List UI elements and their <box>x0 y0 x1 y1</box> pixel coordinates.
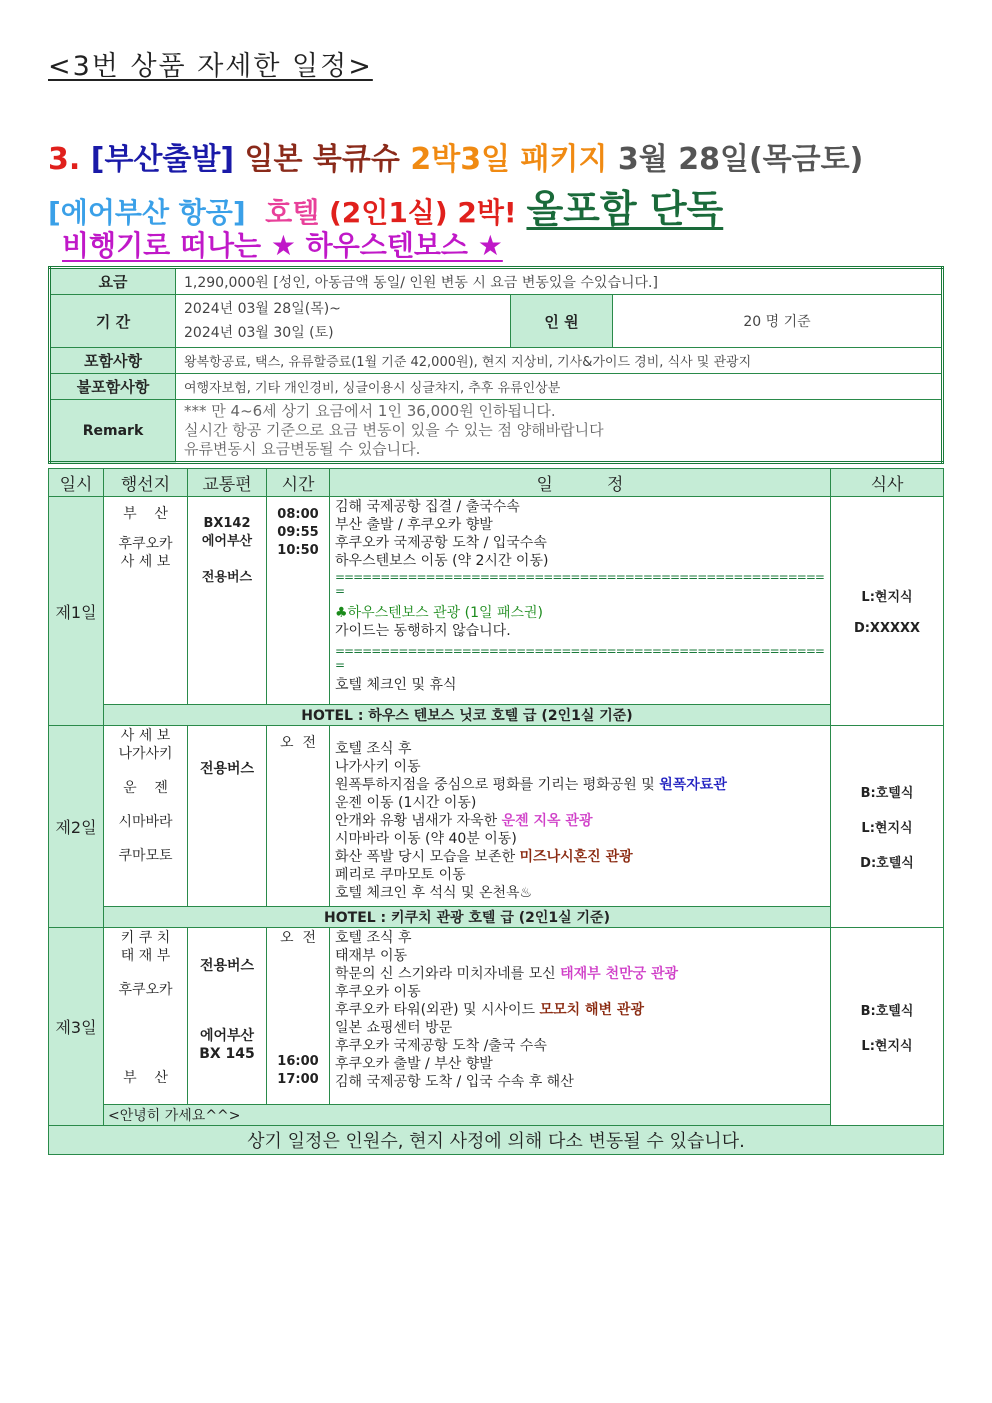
title-tagline: 비행기로 떠나는 ★ 하우스텐보스 ★ <box>62 229 503 262</box>
period-label: 기 간 <box>50 295 176 348</box>
time: 08:00 <box>277 507 319 522</box>
itinerary-item: 부산 출발 / 후쿠오카 향발 <box>335 517 493 533</box>
itinerary-item <box>335 965 825 983</box>
time: 오 전 <box>280 930 316 946</box>
place: 사 세 보 <box>120 728 171 744</box>
itinerary-highlight: 태재부 천만궁 관광 <box>560 966 679 982</box>
itinerary-item: 하우스텐보스 이동 (약 2시간 이동) <box>335 553 549 569</box>
itinerary-item: 운젠 이동 (1시간 이동) <box>335 795 477 811</box>
meal: L:현지식 <box>861 821 913 836</box>
place: 키 쿠 치 <box>120 930 171 946</box>
excluded-value: 여행자보험, 기타 개인경비, 싱글이용시 싱글챠지, 추후 유류인상분 <box>176 374 943 400</box>
transport: 전용버스 <box>201 570 253 585</box>
itinerary-item <box>335 812 825 830</box>
title-weekdays: (목금토) <box>748 142 864 177</box>
fee-row <box>50 268 943 295</box>
title-destination: 일본 북큐슈 <box>244 142 400 177</box>
itinerary-highlight: ♣하우스텐보스 관광 (1일 패스권) <box>335 605 544 621</box>
itinerary-item: 호텔 조식 후 <box>335 741 412 757</box>
day1-hotel: HOTEL : 하우스 텐보스 닛코 호텔 급 (2인1실 기준) <box>104 705 831 726</box>
day2-hotel-row <box>49 907 944 928</box>
title-line-1 <box>48 134 863 178</box>
day1-label: 제1일 <box>49 497 104 726</box>
title-nights: 2박! <box>457 196 517 229</box>
remark-value <box>176 400 943 463</box>
day2-row <box>49 726 944 907</box>
title-number: 3. <box>48 142 81 177</box>
place: 부 산 <box>123 506 168 522</box>
itinerary-item: 후쿠오카 이동 <box>335 984 421 1000</box>
separator: ======================================================= <box>335 644 824 672</box>
day2-transport <box>188 726 267 907</box>
itinerary-item: 후쿠오카 출발 / 부산 향발 <box>335 1056 493 1072</box>
itinerary-highlight: 원폭자료관 <box>659 777 727 793</box>
day3-meals <box>831 928 944 1126</box>
itinerary-item: 페리로 쿠마모토 이동 <box>335 867 466 883</box>
title-departure: [부산출발] <box>90 142 235 177</box>
page-heading: <3번 상품 자세한 일정> <box>48 51 373 82</box>
day1-itinerary <box>330 497 831 705</box>
day2-label: 제2일 <box>49 726 104 928</box>
place: 태 재 부 <box>120 948 171 964</box>
header-itinerary: 일 정 <box>330 469 831 497</box>
day1-hotel-row <box>49 705 944 726</box>
transport: 에어부산 <box>199 1028 255 1044</box>
meal: L:현지식 <box>861 590 913 605</box>
remark-line: 실시간 항공 기준으로 요금 변동이 있을 수 있는 점 양해바랍니다 <box>184 421 604 439</box>
itinerary-item <box>335 776 825 794</box>
excluded-label: 불포함사항 <box>50 374 176 400</box>
place: 후쿠오카 <box>118 536 173 552</box>
itinerary-highlight: 운젠 지옥 관광 <box>501 813 593 829</box>
remark-line: *** 만 4~6세 상기 요금에서 1인 36,000원 인하됩니다. <box>184 402 556 420</box>
included-label: 포함사항 <box>50 348 176 374</box>
included-row <box>50 348 943 374</box>
period-to: 2024년 03월 30일 (토) <box>184 325 334 341</box>
day1-meals <box>831 497 944 726</box>
itinerary-item: 호텔 체크인 후 석식 및 온천욕♨ <box>335 885 533 901</box>
itinerary-item: 후쿠오카 국제공항 도착 / 입국수속 <box>335 535 547 551</box>
place: 나가사키 <box>118 746 173 762</box>
day1-row <box>49 497 944 705</box>
itinerary-text: 학문의 신 스기와라 미치자네를 모신 <box>335 966 556 982</box>
day1-times <box>267 497 330 705</box>
schedule-footer-note: 상기 일정은 인원수, 현지 사정에 의해 다소 변동될 수 있습니다. <box>49 1126 944 1155</box>
header-time: 시간 <box>267 469 330 497</box>
header-date: 일시 <box>49 469 104 497</box>
itinerary-item: 호텔 조식 후 <box>335 930 412 946</box>
place: 시마바라 <box>118 814 173 830</box>
place: 사 세 보 <box>120 554 171 570</box>
place: 쿠마모토 <box>118 848 173 864</box>
transport: BX 145 <box>199 1046 255 1062</box>
time: 16:00 <box>277 1054 319 1069</box>
title-all-inclusive: 올포함 단독 <box>526 187 724 231</box>
title-day: 28일 <box>678 142 749 177</box>
schedule-table <box>48 468 944 1155</box>
itinerary-item <box>335 848 825 866</box>
day2-time: 오 전 <box>267 726 330 907</box>
itinerary-text: 원폭투하지점을 중심으로 평화를 기리는 평화공원 및 <box>335 777 655 793</box>
remark-label: Remark <box>50 400 176 463</box>
itinerary-highlight: 미즈나시혼진 관광 <box>519 849 633 865</box>
meal: B:호텔식 <box>860 786 914 801</box>
day3-places <box>104 928 188 1105</box>
title-month: 3월 <box>617 142 668 177</box>
remark-row <box>50 400 943 463</box>
meal: B:호텔식 <box>860 1003 914 1019</box>
title-room: (2인1실) <box>329 196 448 229</box>
header-destination: 행선지 <box>104 469 188 497</box>
time: 10:50 <box>277 543 319 558</box>
itinerary-text: 화산 폭발 당시 모습을 보존한 <box>335 849 516 865</box>
itinerary-item: 가이드는 동행하지 않습니다. <box>335 623 511 639</box>
schedule-header-row <box>49 469 944 497</box>
period-from: 2024년 03월 28일(목)~ <box>184 301 341 317</box>
day3-label: 제3일 <box>49 928 104 1126</box>
place: 운 젠 <box>123 780 168 796</box>
title-hotel: 호텔 <box>265 196 320 229</box>
people-label: 인 원 <box>511 295 613 348</box>
itinerary-text: 안개와 유황 냄새가 자욱한 <box>335 813 498 829</box>
time: 09:55 <box>277 525 319 540</box>
meal: D:호텔식 <box>860 856 914 871</box>
itinerary-item: 태재부 이동 <box>335 948 408 964</box>
title-duration: 2박3일 패키지 <box>410 142 608 177</box>
itinerary-item: 일본 쇼핑센터 방문 <box>335 1020 453 1036</box>
day3-itinerary <box>330 928 831 1105</box>
meal: L:현지식 <box>861 1038 913 1054</box>
day3-transport <box>188 928 267 1105</box>
day1-places <box>104 497 188 705</box>
fee-value: 1,290,000원 [성인, 아동금액 동일/ 인원 변동 시 요금 변동있을 수있습니다.] <box>176 268 943 295</box>
day2-hotel: HOTEL : 키쿠치 관광 호텔 급 (2인1실 기준) <box>104 907 831 928</box>
meal: D:XXXXX <box>853 621 921 636</box>
time: 17:00 <box>277 1072 319 1087</box>
day3-row <box>49 928 944 1105</box>
itinerary-item: 김해 국제공항 도착 / 입국 수속 후 해산 <box>335 1074 574 1090</box>
title-airline: [에어부산 항공] <box>48 196 246 229</box>
itinerary-item: 호텔 체크인 및 휴식 <box>335 677 457 693</box>
header-meals: 식사 <box>831 469 944 497</box>
day2-places <box>104 726 188 907</box>
itinerary-item: 후쿠오카 국제공항 도착 /출국 수속 <box>335 1038 547 1054</box>
itinerary-item: 시마바라 이동 (약 40분 이동) <box>335 831 517 847</box>
period-row <box>50 295 943 348</box>
transport: 전용버스 <box>199 958 255 974</box>
day3-times <box>267 928 330 1105</box>
place: 부 산 <box>123 1070 168 1086</box>
day3-bye-row <box>49 1105 944 1126</box>
included-value: 왕복항공료, 택스, 유류할증료(1월 기준 42,000원), 현지 지상비, 기사&가이드 경비, 식사 및 관광지 <box>176 348 943 374</box>
info-table <box>48 266 944 464</box>
day2-meals <box>831 726 944 928</box>
day1-transport <box>188 497 267 705</box>
people-value: 20 명 기준 <box>613 295 943 348</box>
day2-itinerary <box>330 726 831 907</box>
transport: 전용버스 <box>199 761 255 777</box>
itinerary-highlight: 모모치 해변 관광 <box>539 1002 644 1018</box>
header-transport: 교통편 <box>188 469 267 497</box>
period-value <box>176 295 511 348</box>
place: 후쿠오카 <box>118 982 173 998</box>
footer-row <box>49 1126 944 1155</box>
day3-farewell: <안녕히 가세요^^> <box>104 1105 831 1126</box>
excluded-row <box>50 374 943 400</box>
remark-line: 유류변동시 요금변동될 수 있습니다. <box>184 440 421 458</box>
transport: BX142 <box>203 516 251 531</box>
transport: 에어부산 <box>201 534 253 549</box>
itinerary-item <box>335 1001 825 1019</box>
itinerary-text: 후쿠오카 타워(외관) 및 시사이드 <box>335 1002 536 1018</box>
itinerary-item: 김해 국제공항 집결 / 출국수속 <box>335 499 520 515</box>
itinerary-item: 나가사키 이동 <box>335 759 421 775</box>
fee-label: 요금 <box>50 268 176 295</box>
separator: ======================================================= <box>335 570 824 598</box>
